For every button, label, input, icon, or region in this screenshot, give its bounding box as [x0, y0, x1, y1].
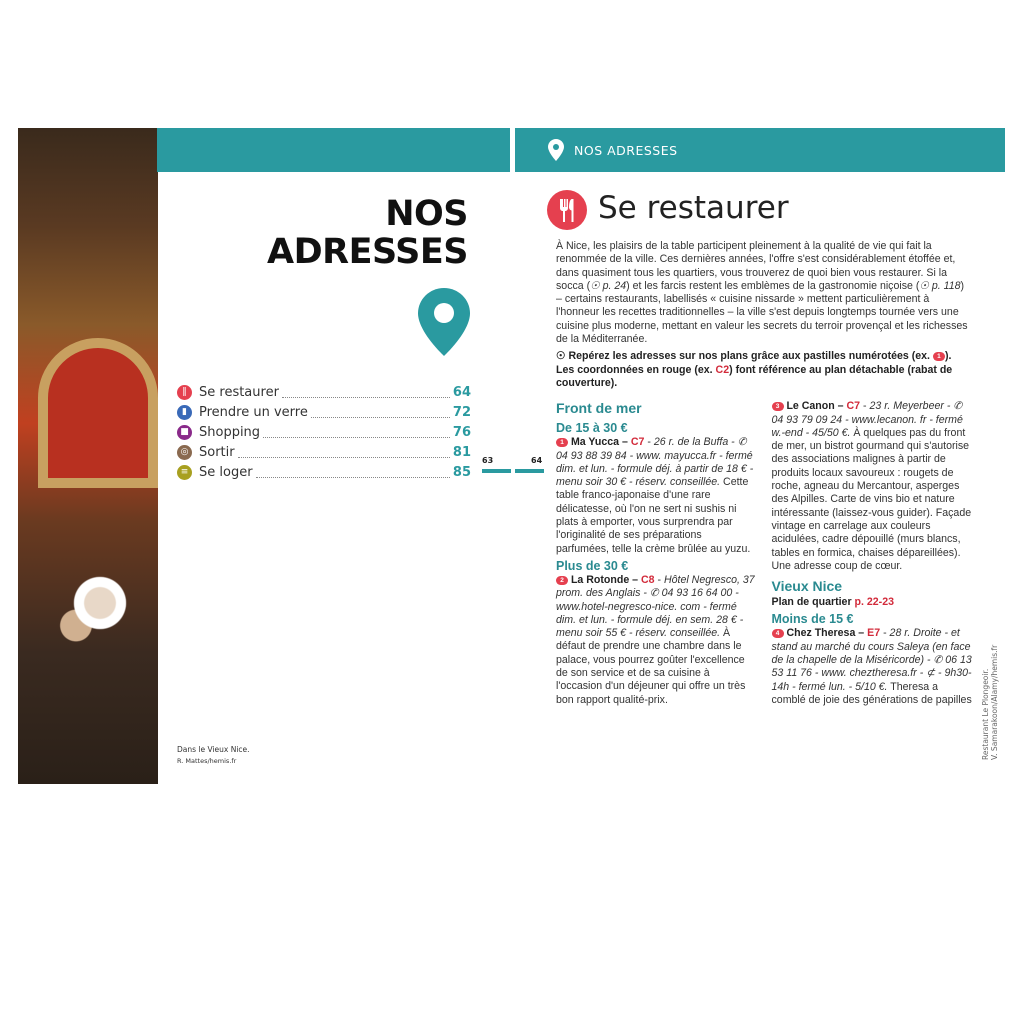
restaurant-name: La Rotonde [570, 573, 630, 586]
number-badge: 1 [933, 352, 945, 361]
heading-price: De 15 à 30 € [556, 421, 628, 436]
page-marker-right [515, 469, 544, 473]
map-code: E7 [867, 627, 881, 640]
leader-dots [256, 467, 450, 478]
toc-label: Shopping [199, 424, 261, 440]
intro-paragraph: À Nice, les plaisirs de la table participent pleinement à la qualité de vie qui fait la renommée de la ville. Ces dernières années, l'offre s'est considérablement étoffée et, dans quasiment tous les quartiers, vous trouverez de quoi bien vous restaurer. Si la socca (☉ p. 24) et les farcis restent les emblèmes de la gastronomie niçoise (☉ p. 118) – certains restaurants, labellisés « cuisine nissarde » mettent particulièrement à l'honneur les recettes traditionnelles – la ville s'est depuis longtemps tournée vers une cuisine plus moderne, mettant en valeur les secrets du terroir provençal et les richesses de la Méditerranée. [556, 240, 968, 346]
restaurant-description: Cette table franco-japonaise d'une rare délicatesse, où l'on ne sert ni sushis ni plats à emporter, vous surprendra par l'originalité de ses préparations parfumées, telle la crème brûlée au yuzu. [556, 476, 751, 555]
map-note: ☉ Repérez les adresses sur nos plans grâce aux pastilles numérotées (ex. 1 ). Les coordonnées en rouge (ex. C2) font référence au plan détachable (rabat de couverture). [556, 350, 953, 389]
right-header-bar [515, 128, 1005, 172]
right-page-content [556, 240, 972, 707]
number-badge: 4 [772, 629, 784, 638]
toc-page: 64 [452, 384, 471, 400]
restaurant-description: À quelques pas du front de mer, un bistrot gourmand qui s'autorise des associations malignes à partir de produits locaux savoureux : rougets de roche, agneau du Mercantour, asperges des Alpilles. Carte de vins bio et nature intéressante (laissez-vous guider). Façade vintage en carrelage aux couleurs acidulées, cadre dépouillé (murs blancs, tables en formica, chaises dépareillées). Une adresse coup de cœur. [771, 426, 972, 572]
toc-page: 85 [452, 464, 471, 480]
arch-decor [38, 338, 158, 488]
photo-vieux-nice [18, 128, 158, 784]
toc-label: Sortir [199, 444, 235, 460]
restaurant-name: Chez Theresa [786, 627, 856, 640]
restaurant-entry: 4 Chez Theresa – E7 - 28 r. Droite - et stand au marché du cours Saleya (en face de la chapelle de la Miséricorde) - ✆ 06 13 53 11 76 - www. cheztheresa.fr - ⊄ - 9h30-14h - fermé lun. - 5/10 €. Theresa a comblé de joie des générations de papilles [771, 627, 972, 706]
toc-page: 76 [452, 424, 471, 440]
restaurant-description: Theresa a comblé de joie des générations de papilles [771, 680, 972, 706]
title-line-2: ADRESSES [267, 232, 468, 272]
section-header: NOS ADRESSES [574, 143, 678, 158]
plan-pages-link[interactable]: p. 22-23 [854, 596, 894, 609]
toc-page: 72 [452, 404, 471, 420]
toc-item-sortir[interactable] [177, 442, 471, 462]
table-of-contents [177, 382, 471, 482]
restaurant-info: 28 r. Droite - et stand au marché du cours Saleya (en face de la chapelle de la Miséricorde) - ✆ 06 13 53 11 76 - www. cheztheresa.fr - ⊄ - 9h30-14h - fermé lun. - 5/10 €. [771, 627, 972, 693]
restaurant-info: 23 r. Meyerbeer - ✆ 04 93 79 09 24 - www.lecanon. fr - fermé w.-end - 45/50 €. [771, 400, 963, 439]
toc-page: 81 [452, 444, 471, 460]
toc-item-se-restaurer[interactable] [177, 382, 471, 402]
leader-dots [311, 407, 450, 418]
people-figures [28, 558, 148, 708]
restaurant-info: 26 r. de la Buffa - ✆ 04 93 88 39 84 - www. mayucca.fr - fermé dim. et lun. - formule déj. à partir de 18 € - menu soir 30 € - réserv. conseillée. [556, 436, 754, 489]
fork-knife-icon [547, 190, 587, 230]
toc-item-prendre-un-verre[interactable] [177, 402, 471, 422]
leader-dots [263, 427, 450, 438]
photo-caption: Dans le Vieux Nice. [177, 745, 250, 754]
bed-icon: ≡ [177, 465, 192, 480]
toc-item-shopping[interactable] [177, 422, 471, 442]
target-icon: ☉ [556, 350, 569, 363]
page-number-left: 63 [482, 456, 494, 465]
map-code: C8 [641, 573, 655, 586]
page-number-right: 64 [531, 456, 543, 465]
map-code: C7 [846, 400, 861, 413]
shopping-bag-icon: ■ [177, 425, 192, 440]
heading-vieux-nice: Vieux Nice [771, 578, 843, 595]
plan-label: Plan de quartier [771, 596, 852, 609]
location-pin-icon [418, 288, 470, 356]
column-2 [772, 398, 973, 707]
number-badge: 3 [772, 402, 784, 411]
restaurant-description: À défaut de prendre une chambre dans le palace, vous pourrez goûter l'excellence de son service et de sa cuisine à l'occasion d'un déjeuner qui offre un très bon rapport qualité-prix. [556, 627, 746, 706]
column-1 [556, 398, 757, 707]
heading-price: Moins de 15 € [771, 612, 854, 627]
left-header-bar [157, 128, 510, 172]
restaurant-info: Hôtel Negresco, 37 prom. des Anglais - ✆ 04 93 16 64 00 - www.hotel-negresco-nice. com - fermé dim. et lun. - formule déj. en sem. 28 € - menu soir 55 € - réserv. conseillée. [556, 573, 755, 640]
leader-dots [282, 387, 450, 398]
restaurant-name: Ma Yucca [570, 436, 620, 449]
drink-icon: ▮ [177, 405, 192, 420]
number-badge: 2 [556, 576, 568, 585]
restaurant-entry: 3 Le Canon – C7 - 23 r. Meyerbeer - ✆ 04 93 79 09 24 - www.lecanon. fr - fermé w.-end - 45/50 €. À quelques pas du front de mer, un bistrot gourmand qui s'autorise des associations malignes à partir de produits locaux savoureux : rougets de roche, agneau du Mercantour, asperges des Alpilles. Carte de vins bio et nature intéressante (laissez-vous guider). Façade vintage en carrelage aux couleurs acidulées, cadre dépouillé (murs blancs, tables en formica, chaises dépareillées). Une adresse coup de cœur. [771, 400, 972, 572]
toc-item-se-loger[interactable] [177, 462, 471, 482]
page-marker-left [482, 469, 511, 473]
toc-label: Prendre un verre [199, 404, 308, 420]
sortir-icon: ◎ [177, 445, 192, 460]
location-pin-icon [548, 139, 564, 161]
photo-credit: R. Mattes/hemis.fr [177, 757, 237, 765]
fork-knife-icon: ‖ [177, 385, 192, 400]
number-badge: 1 [556, 438, 568, 447]
heading-price: Plus de 30 € [556, 558, 629, 573]
map-code: C7 [630, 436, 645, 449]
heading-front-de-mer: Front de mer [556, 400, 642, 417]
restaurant-name: Le Canon [786, 400, 835, 413]
restaurant-entry: 1 Ma Yucca – C7 - 26 r. de la Buffa - ✆ 04 93 88 39 84 - www. mayucca.fr - fermé dim. et lun. - formule déj. à partir de 18 € - menu soir 30 € - réserv. conseillée. Cette table franco-japonaise d'une rare délicatesse, où l'on ne sert ni sushis ni plats à emporter, vous surprendra par l'originalité de ses préparations parfumées, telle la crème brûlée au yuzu. [556, 436, 754, 555]
leader-dots [238, 447, 450, 458]
title-line-1: NOS [385, 194, 468, 234]
columns [556, 398, 972, 707]
restaurant-entry: 2 La Rotonde – C8 - Hôtel Negresco, 37 prom. des Anglais - ✆ 04 93 16 64 00 - www.hotel-negresco-nice. com - fermé dim. et lun. - formule déj. en sem. 28 € - menu soir 55 € - réserv. conseillée. À défaut de prendre une chambre dans le palace, vous pourrez goûter l'excellence de son service et de sa cuisine à l'occasion d'un déjeuner qui offre un très bon rapport qualité-prix. [556, 573, 755, 706]
section-title: Se restaurer [598, 190, 789, 226]
page-title [267, 195, 468, 271]
toc-label: Se restaurer [199, 384, 279, 400]
toc-label: Se loger [199, 464, 253, 480]
photo-credit-rotated: Restaurant Le Plongeoir. V. Samarakoon/Alamy/hemis.fr [981, 644, 999, 760]
